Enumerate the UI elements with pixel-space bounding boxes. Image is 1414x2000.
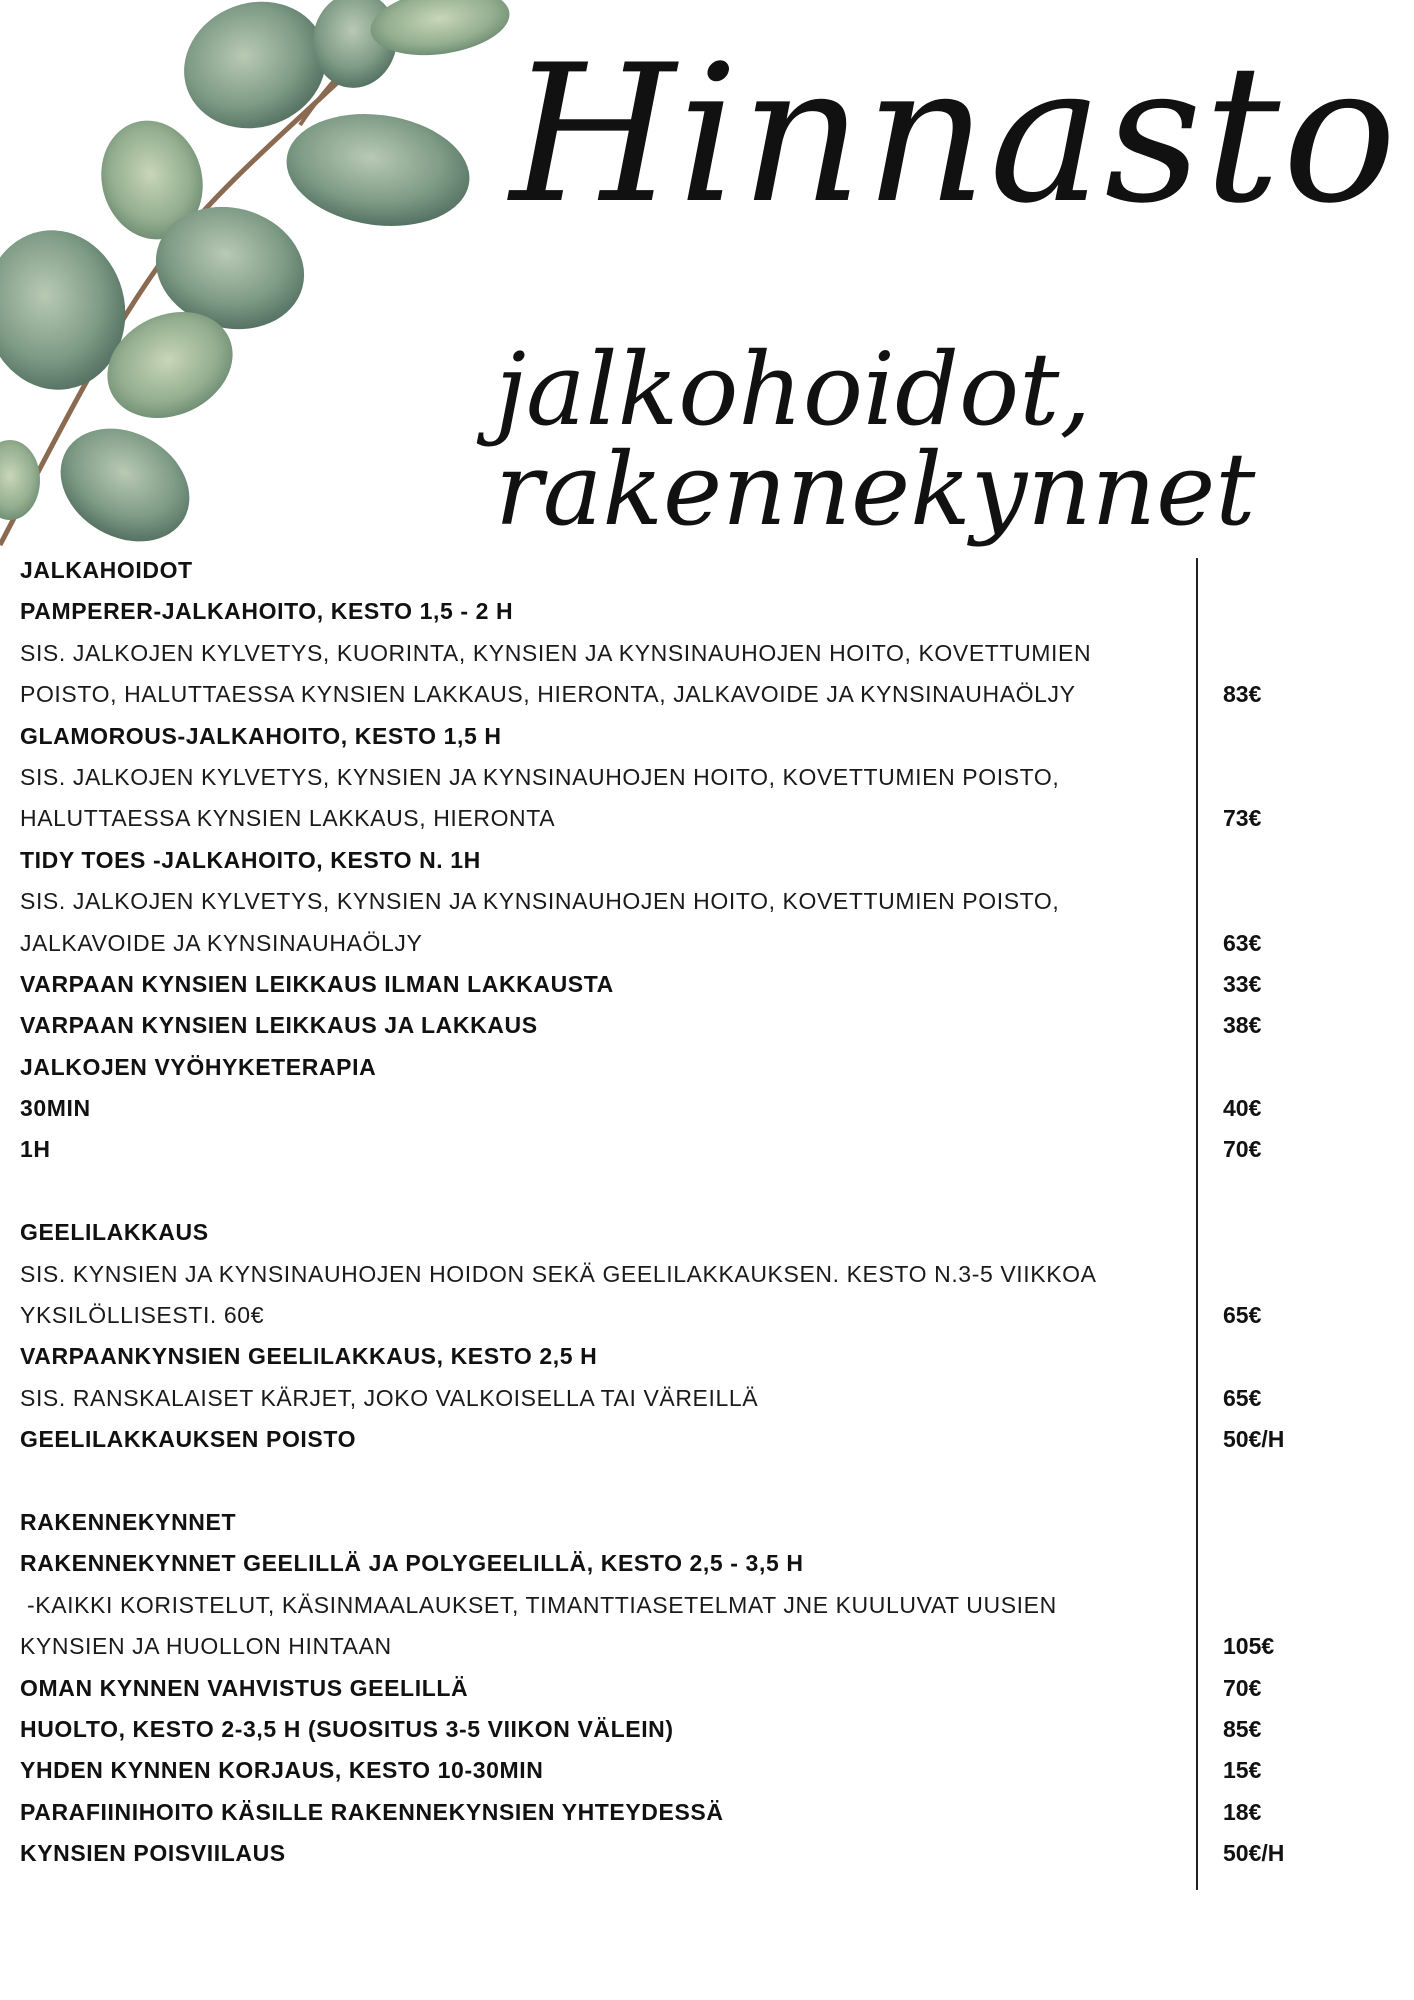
service-price: 50€/H [1223, 1426, 1285, 1453]
list-item [20, 1626, 1390, 1667]
service-description: POISTO, HALUTTAESSA KYNSIEN LAKKAUS, HIERONTA, JALKAVOIDE JA KYNSINAUHAÖLJY [20, 681, 1076, 708]
list-item [20, 1709, 1390, 1750]
list-item [20, 840, 1390, 881]
heading-text: RAKENNEKYNNET [20, 1508, 237, 1535]
list-item [20, 798, 1390, 839]
service-price: 85€ [1223, 1715, 1262, 1742]
service-price: 83€ [1223, 681, 1262, 708]
list-item [20, 1005, 1390, 1046]
list-item [20, 1419, 1390, 1460]
service-price: 73€ [1223, 805, 1262, 832]
service-name: HUOLTO, KESTO 2-3,5 H (SUOSITUS 3-5 VIIKON VÄLEIN) [20, 1715, 674, 1742]
service-name: PARAFIINIHOITO KÄSILLE RAKENNEKYNSIEN YHTEYDESSÄ [20, 1798, 724, 1825]
service-description: YKSILÖLLISESTI. 60€ [20, 1302, 265, 1329]
heading-text: JALKAHOIDOT [20, 557, 193, 583]
service-price: 70€ [1223, 1674, 1262, 1701]
section-heading [20, 1212, 1390, 1253]
list-item [20, 1088, 1390, 1129]
list-item [20, 1047, 1390, 1088]
service-description: HALUTTAESSA KYNSIEN LAKKAUS, HIERONTA [20, 805, 556, 832]
list-item [20, 757, 1390, 798]
page-title: Hinnasto [510, 24, 1399, 245]
heading-text: GEELILAKKAUS [20, 1219, 209, 1246]
service-name: GLAMOROUS-JALKAHOITO, KESTO 1,5 H [20, 722, 502, 749]
service-name: VARPAAN KYNSIEN LEIKKAUS ILMAN LAKKAUSTA [20, 970, 614, 997]
list-item [20, 881, 1390, 922]
list-item [20, 1336, 1390, 1377]
service-price: 70€ [1223, 1136, 1262, 1163]
service-name: RAKENNEKYNNET GEELILLÄ JA POLYGEELILLÄ, KESTO 2,5 - 3,5 H [20, 1550, 804, 1577]
service-name: JALKOJEN VYÖHYKETERAPIA [20, 1053, 377, 1080]
list-item [20, 591, 1390, 632]
list-item [20, 716, 1390, 757]
service-description: SIS. JALKOJEN KYLVETYS, KUORINTA, KYNSIEN JA KYNSINAUHOJEN HOITO, KOVETTUMIEN [20, 639, 1092, 666]
list-item [20, 923, 1390, 964]
service-name: VARPAANKYNSIEN GEELILAKKAUS, KESTO 2,5 H [20, 1343, 598, 1370]
service-description: KYNSIEN JA HUOLLON HINTAAN [20, 1633, 392, 1660]
service-price: 38€ [1223, 1012, 1262, 1039]
list-item [20, 1668, 1390, 1709]
service-name: GEELILAKKAUKSEN POISTO [20, 1426, 357, 1453]
list-item [20, 964, 1390, 1005]
service-price: 65€ [1223, 1384, 1262, 1411]
list-item [20, 1295, 1390, 1336]
list-item [20, 633, 1390, 674]
service-price: 18€ [1223, 1798, 1262, 1825]
list-item [20, 1543, 1390, 1584]
service-price: 33€ [1223, 970, 1262, 997]
price-list [20, 550, 1390, 1875]
service-description: -KAIKKI KORISTELUT, KÄSINMAALAUKSET, TIMANTTIASETELMAT JNE KUULUVAT UUSIEN [20, 1591, 1057, 1618]
list-item [20, 1750, 1390, 1791]
page-subtitle: jalkohoidot, rakennekynnet [495, 331, 1256, 548]
service-name: 30MIN [20, 1095, 91, 1122]
section-heading [20, 1502, 1390, 1543]
service-description: JALKAVOIDE JA KYNSINAUHAÖLJY [20, 929, 423, 956]
list-item [20, 1585, 1390, 1626]
service-description: SIS. KYNSIEN JA KYNSINAUHOJEN HOIDON SEKÄ GEELILAKKAUKSEN. KESTO N.3-5 VIIKKOA [20, 1260, 1097, 1287]
service-price: 105€ [1223, 1633, 1275, 1660]
list-item [20, 674, 1390, 715]
service-price: 15€ [1223, 1757, 1262, 1784]
list-item [20, 1129, 1390, 1170]
service-description: SIS. RANSKALAISET KÄRJET, JOKO VALKOISELLA TAI VÄREILLÄ [20, 1384, 759, 1411]
list-item [20, 1378, 1390, 1419]
service-price: 40€ [1223, 1095, 1262, 1122]
eucalyptus-branch-decoration [0, 0, 560, 560]
section-spacer [20, 1461, 1390, 1502]
list-item [20, 1833, 1390, 1874]
service-name: PAMPERER-JALKAHOITO, KESTO 1,5 - 2 H [20, 598, 514, 625]
section-heading [20, 550, 1390, 591]
service-description: SIS. JALKOJEN KYLVETYS, KYNSIEN JA KYNSINAUHOJEN HOITO, KOVETTUMIEN POISTO, [20, 888, 1060, 915]
service-name: 1H [20, 1136, 51, 1163]
service-name: OMAN KYNNEN VAHVISTUS GEELILLÄ [20, 1674, 469, 1701]
service-description: SIS. JALKOJEN KYLVETYS, KYNSIEN JA KYNSINAUHOJEN HOITO, KOVETTUMIEN POISTO, [20, 763, 1060, 790]
service-name: YHDEN KYNNEN KORJAUS, KESTO 10-30MIN [20, 1757, 544, 1784]
service-name: KYNSIEN POISVIILAUS [20, 1840, 286, 1867]
service-name: TIDY TOES -JALKAHOITO, KESTO N. 1H [20, 846, 481, 873]
section-spacer [20, 1171, 1390, 1212]
service-price: 65€ [1223, 1302, 1262, 1329]
service-price: 50€/H [1223, 1840, 1285, 1867]
service-name: VARPAAN KYNSIEN LEIKKAUS JA LAKKAUS [20, 1012, 538, 1039]
service-price: 63€ [1223, 929, 1262, 956]
list-item [20, 1792, 1390, 1833]
list-item [20, 1254, 1390, 1295]
